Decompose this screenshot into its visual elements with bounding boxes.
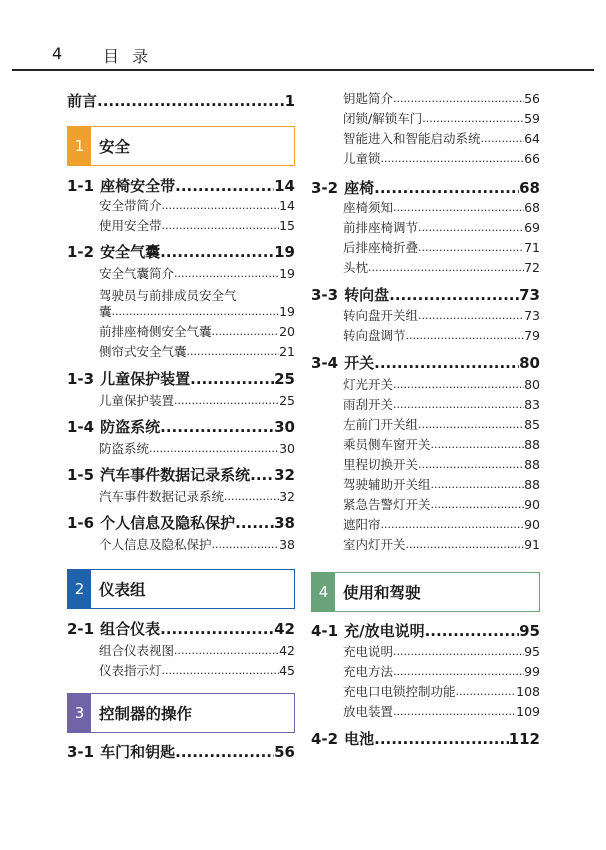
leader-dots (175, 742, 274, 762)
toc-item[interactable] (343, 259, 540, 276)
item-label: 座椅须知 (343, 200, 394, 215)
item-label: 头枕 (343, 260, 369, 275)
toc-item[interactable] (343, 496, 540, 513)
chapter-page: 56 (274, 743, 295, 761)
toc-item[interactable] (343, 90, 540, 107)
toc-item[interactable] (343, 110, 540, 127)
item-label: 仪表指示灯 (99, 663, 162, 678)
toc-item[interactable] (343, 436, 540, 453)
toc-entry-preface[interactable] (67, 91, 295, 111)
chapter-page: 42 (274, 620, 295, 638)
chapter-number: 1-3 (67, 370, 95, 388)
chapter-page: 25 (274, 370, 295, 388)
item-label: 侧帘式安全气囊 (99, 344, 187, 359)
leader-dots (425, 621, 520, 641)
leader-dots (374, 729, 509, 749)
toc-item[interactable] (343, 536, 540, 553)
section-banner-driving[interactable] (311, 572, 540, 612)
toc-item[interactable] (343, 307, 540, 324)
leader-dots (431, 476, 525, 493)
leader-dots (174, 265, 279, 282)
item-page: 95 (524, 644, 540, 659)
toc-item[interactable] (343, 199, 540, 216)
leader-dots (381, 150, 525, 167)
leader-dots (162, 662, 280, 679)
item-page: 99 (524, 664, 540, 679)
toc-chapter-1-2[interactable] (67, 242, 295, 262)
toc-item[interactable] (343, 376, 540, 393)
chapter-number: 4-2 (311, 730, 339, 748)
section-title: 使用和驾驶 (343, 584, 421, 602)
item-page: 80 (524, 377, 540, 392)
item-page: 90 (524, 497, 540, 512)
leader-dots (212, 536, 280, 553)
item-label: 转向盘调节 (343, 328, 406, 343)
leader-dots (162, 197, 280, 214)
item-page: 19 (279, 266, 295, 281)
section-title: 控制器的操作 (99, 705, 193, 723)
item-label: 充电方法 (343, 664, 394, 679)
item-page: 71 (524, 240, 540, 255)
item-page: 38 (279, 537, 295, 552)
item-label: 个人信息及隐私保护 (99, 537, 212, 552)
leader-dots (250, 465, 274, 485)
item-page: 109 (516, 704, 540, 719)
page-title: 目 录 (103, 47, 153, 66)
item-label: 遮阳帘 (343, 517, 381, 532)
toc-item[interactable] (99, 536, 295, 553)
item-label: 充电口电锁控制功能 (343, 684, 456, 699)
toc-item[interactable] (343, 150, 540, 167)
leader-dots (406, 327, 525, 344)
chapter-page: 73 (519, 286, 540, 304)
toc-item[interactable] (99, 197, 295, 214)
section-number-badge: 4 (312, 573, 335, 611)
toc-chapter-1-4[interactable] (67, 417, 295, 437)
toc-item[interactable] (99, 217, 295, 234)
chapter-number: 1-4 (67, 418, 95, 436)
toc-item[interactable] (343, 130, 540, 147)
item-label: 灯光开关 (343, 377, 394, 392)
item-page: 83 (524, 397, 540, 412)
item-page: 69 (524, 220, 540, 235)
leader-dots (393, 90, 524, 107)
leader-dots (187, 343, 280, 360)
item-label: 转向盘开关组 (343, 308, 419, 323)
item-page: 79 (524, 328, 540, 343)
chapter-title: 防盗系统 (100, 418, 161, 436)
item-label: 紧急告警灯开关 (343, 497, 431, 512)
entry-page: 1 (284, 92, 295, 110)
leader-dots (431, 436, 525, 453)
chapter-number: 1-1 (67, 177, 95, 195)
chapter-page: 38 (274, 514, 295, 532)
toc-chapter-4-1[interactable] (311, 621, 540, 641)
section-banner-safety[interactable] (67, 126, 295, 166)
section-title: 仪表组 (99, 581, 146, 599)
item-page: 20 (279, 324, 295, 339)
item-page: 45 (279, 663, 295, 678)
item-page: 21 (279, 344, 295, 359)
item-label: 室内灯开关 (343, 537, 406, 552)
toc-chapter-1-6[interactable] (67, 513, 295, 533)
toc-chapter-3-2[interactable] (311, 178, 540, 198)
chapter-page: 112 (508, 730, 540, 748)
section-number-badge: 1 (68, 127, 91, 165)
toc-item[interactable] (343, 683, 540, 700)
leader-dots (481, 130, 525, 147)
chapter-title: 座椅 (344, 179, 375, 197)
item-page: 72 (524, 260, 540, 275)
item-page: 88 (524, 437, 540, 452)
item-page: 64 (524, 131, 540, 146)
section-title: 安全 (99, 138, 131, 156)
leader-dots (456, 683, 517, 700)
item-label: 防盗系统 (99, 441, 150, 456)
leader-dots (418, 239, 524, 256)
chapter-title: 车门和钥匙 (100, 743, 176, 761)
toc-item[interactable] (99, 303, 295, 320)
item-page: 85 (524, 417, 540, 432)
leader-dots (175, 176, 274, 196)
item-label: 智能进入和智能启动系统 (343, 131, 481, 146)
chapter-title: 汽车事件数据记录系统 (100, 466, 251, 484)
item-page: 25 (279, 393, 295, 408)
toc-item[interactable] (99, 642, 295, 659)
leader-dots (381, 516, 525, 533)
item-page: 91 (524, 537, 540, 552)
toc-item[interactable] (99, 323, 295, 340)
leader-dots (160, 417, 274, 437)
leader-dots (406, 536, 525, 553)
item-page: 56 (524, 91, 540, 106)
toc-item[interactable] (99, 662, 295, 679)
chapter-page: 30 (274, 418, 295, 436)
chapter-title: 组合仪表 (100, 620, 161, 638)
leader-dots (418, 456, 524, 473)
item-label: 放电装置 (343, 704, 394, 719)
leader-dots (374, 353, 519, 373)
item-page: 66 (524, 151, 540, 166)
chapter-page: 19 (274, 243, 295, 261)
item-label: 前排座椅调节 (343, 220, 419, 235)
chapter-page: 80 (519, 354, 540, 372)
header-rule (12, 69, 594, 71)
chapter-title: 儿童保护装置 (100, 370, 191, 388)
item-page: 14 (279, 198, 295, 213)
item-label: 左前门开关组 (343, 417, 419, 432)
toc-item[interactable] (99, 392, 295, 409)
leader-dots (389, 285, 519, 305)
leader-dots (224, 488, 279, 505)
leader-dots (174, 392, 279, 409)
chapter-number: 3-4 (311, 354, 339, 372)
page-header (0, 0, 606, 75)
item-page: 88 (524, 457, 540, 472)
leader-dots (431, 496, 525, 513)
item-label: 囊 (99, 304, 112, 319)
item-page: 90 (524, 517, 540, 532)
leader-dots (235, 513, 274, 533)
chapter-page: 95 (519, 622, 540, 640)
item-label: 安全气囊简介 (99, 266, 175, 281)
leader-dots (160, 619, 274, 639)
toc-item[interactable] (343, 703, 540, 720)
leader-dots (393, 376, 524, 393)
item-page: 42 (279, 643, 295, 658)
chapter-title: 电池 (344, 730, 375, 748)
chapter-number: 3-3 (311, 286, 339, 304)
item-label: 里程切换开关 (343, 457, 419, 472)
item-label: 闭锁/解锁车门 (343, 111, 423, 126)
leader-dots (418, 219, 524, 236)
leader-dots (393, 396, 524, 413)
chapter-page: 14 (274, 177, 295, 195)
item-label: 使用安全带 (99, 218, 162, 233)
item-page: 108 (516, 684, 540, 699)
item-label-wrapped[interactable]: 驾驶员与前排成员安全气 (99, 288, 237, 303)
leader-dots (162, 217, 280, 234)
item-page: 19 (279, 304, 295, 319)
chapter-title: 开关 (344, 354, 375, 372)
chapter-number: 4-1 (311, 622, 339, 640)
toc-item[interactable] (99, 265, 295, 282)
chapter-title: 座椅安全带 (100, 177, 176, 195)
toc-item[interactable] (343, 416, 540, 433)
toc-item[interactable] (99, 488, 295, 505)
item-label: 乘员侧车窗开关 (343, 437, 431, 452)
item-page: 68 (524, 200, 540, 215)
chapter-title: 安全气囊 (100, 243, 161, 261)
toc-item[interactable] (343, 219, 540, 236)
toc-item[interactable] (343, 643, 540, 660)
toc-item[interactable] (343, 663, 540, 680)
page-number: 4 (52, 44, 63, 63)
chapter-number: 3-1 (67, 743, 95, 761)
leader-dots (393, 703, 516, 720)
item-label: 充电说明 (343, 644, 394, 659)
leader-dots (393, 199, 524, 216)
toc-item[interactable] (343, 476, 540, 493)
leader-dots (190, 369, 274, 389)
item-label: 前排座椅侧安全气囊 (99, 324, 212, 339)
item-page: 30 (279, 441, 295, 456)
toc-item[interactable] (343, 456, 540, 473)
chapter-number: 1-5 (67, 466, 95, 484)
leader-dots (97, 91, 285, 111)
item-label: 雨刮开关 (343, 397, 394, 412)
chapter-number: 1-6 (67, 514, 95, 532)
chapter-number: 2-1 (67, 620, 95, 638)
chapter-page: 32 (274, 466, 295, 484)
leader-dots (368, 259, 524, 276)
item-page: 15 (279, 218, 295, 233)
item-label: 后排座椅折叠 (343, 240, 419, 255)
chapter-page: 68 (519, 179, 540, 197)
leader-dots (374, 178, 519, 198)
chapter-title: 转向盘 (344, 286, 390, 304)
leader-dots (174, 642, 279, 659)
item-page: 59 (524, 111, 540, 126)
item-label: 安全带简介 (99, 198, 162, 213)
section-banner-instruments[interactable] (67, 569, 295, 609)
toc-chapter-3-1[interactable] (67, 742, 295, 762)
leader-dots (393, 643, 524, 660)
toc-chapter-4-2[interactable] (311, 729, 540, 749)
section-number-badge: 2 (68, 570, 91, 608)
entry-label: 前言 (67, 92, 98, 110)
item-label: 儿童锁 (343, 151, 381, 166)
item-label: 汽车事件数据记录系统 (99, 489, 225, 504)
toc-chapter-2-1[interactable] (67, 619, 295, 639)
toc-item[interactable] (99, 440, 295, 457)
item-page: 32 (279, 489, 295, 504)
leader-dots (418, 416, 524, 433)
toc-chapter-3-3[interactable] (311, 285, 540, 305)
toc-item[interactable] (343, 516, 540, 533)
item-label: 驾驶辅助开关组 (343, 477, 431, 492)
section-number-badge: 3 (68, 694, 91, 732)
leader-dots (212, 323, 280, 340)
toc-chapter-1-3[interactable] (67, 369, 295, 389)
leader-dots (418, 307, 524, 324)
leader-dots (160, 242, 274, 262)
item-page: 73 (524, 308, 540, 323)
item-label: 儿童保护装置 (99, 393, 175, 408)
toc-chapter-3-4[interactable] (311, 353, 540, 373)
leader-dots (393, 663, 524, 680)
item-label: 组合仪表视图 (99, 643, 175, 658)
section-banner-controls[interactable] (67, 693, 295, 733)
toc-chapter-1-5[interactable] (67, 465, 295, 485)
leader-dots (422, 110, 524, 127)
toc-item[interactable] (343, 239, 540, 256)
toc-item[interactable] (343, 327, 540, 344)
chapter-title: 个人信息及隐私保护 (100, 514, 236, 532)
toc-item[interactable] (99, 343, 295, 360)
toc-item[interactable] (343, 396, 540, 413)
chapter-number: 3-2 (311, 179, 339, 197)
leader-dots (149, 440, 279, 457)
item-label: 钥匙简介 (343, 91, 394, 106)
toc-chapter-1-1[interactable] (67, 176, 295, 196)
chapter-title: 充/放电说明 (344, 622, 425, 640)
leader-dots (112, 303, 280, 320)
item-page: 88 (524, 477, 540, 492)
chapter-number: 1-2 (67, 243, 95, 261)
